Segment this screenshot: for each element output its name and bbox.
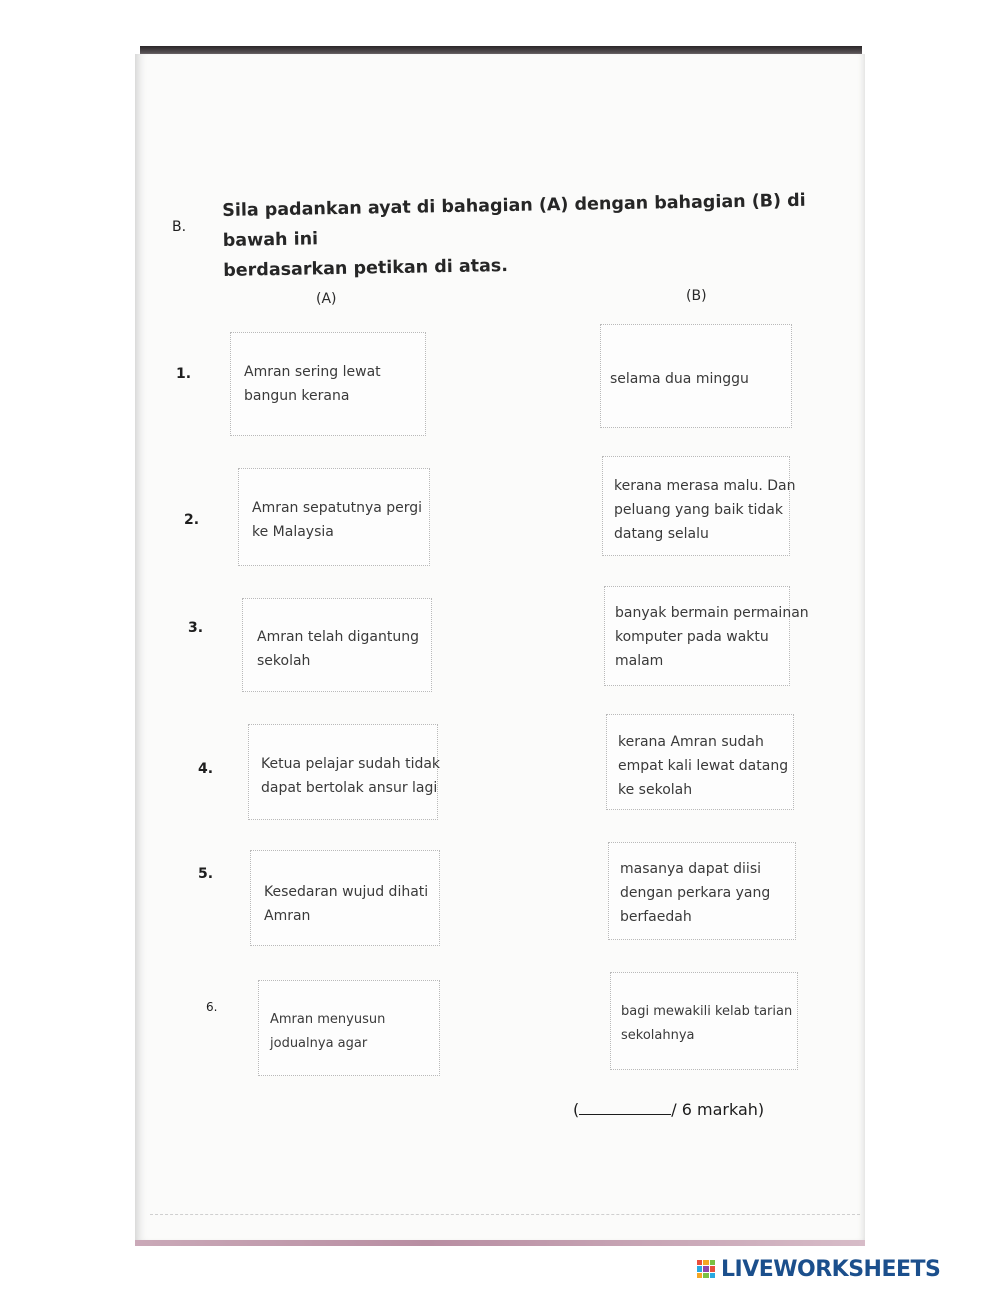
match-text-b: masanya dapat diisi dengan perkara yang berfaedah [620, 861, 771, 925]
match-text-a: Kesedaran wujud dihati Amran [264, 884, 429, 924]
item-number: 5. [198, 866, 214, 882]
brand-watermark [697, 1256, 940, 1282]
instruction-line-1: Sila padankan ayat di bahagian (A) dengan bahagian (B) di bawah ini [222, 190, 806, 251]
item-number: 4. [198, 761, 214, 777]
match-text-b: selama dua minggu [610, 371, 749, 387]
paper-fold-line [150, 1214, 860, 1215]
section-letter: B. [172, 219, 187, 235]
match-text-a: Amran telah digantung sekolah [257, 629, 420, 669]
score-line [573, 1100, 764, 1119]
background-strip [135, 1240, 865, 1246]
item-number: 1. [176, 366, 192, 382]
score-blank[interactable] [579, 1100, 671, 1115]
match-text-a: Amran sepatutnya pergi ke Malaysia [252, 500, 423, 540]
match-text-b: kerana merasa malu. Dan peluang yang baik tidak datang selalu [614, 478, 796, 542]
instruction-line-2: berdasarkan petikan di atas. [223, 256, 509, 281]
match-text-a: Ketua pelajar sudah tidak dapat bertolak ansur lagi [261, 756, 441, 796]
match-text-a: Amran sering lewat bangun kerana [244, 364, 381, 404]
instruction-text [222, 186, 813, 286]
item-number: 3. [188, 620, 204, 636]
column-b-heading: (B) [686, 288, 707, 304]
column-a-heading: (A) [316, 291, 337, 307]
match-text-a: Amran menyusun jodualnya agar [270, 1012, 386, 1051]
brand-name: LIVEWORKSHEETS [721, 1256, 941, 1282]
match-text-b: kerana Amran sudah empat kali lewat datang ke sekolah [618, 734, 789, 798]
item-number: 2. [184, 512, 200, 528]
score-open: ( [573, 1100, 580, 1119]
match-text-b: bagi mewakili kelab tarian sekolahnya [621, 1004, 793, 1043]
match-text-b: banyak bermain permainan komputer pada waktu malam [615, 605, 809, 669]
score-suffix: / 6 markah) [671, 1100, 765, 1119]
brand-logo-icon [697, 1260, 715, 1278]
item-number: 6. [206, 1000, 218, 1014]
